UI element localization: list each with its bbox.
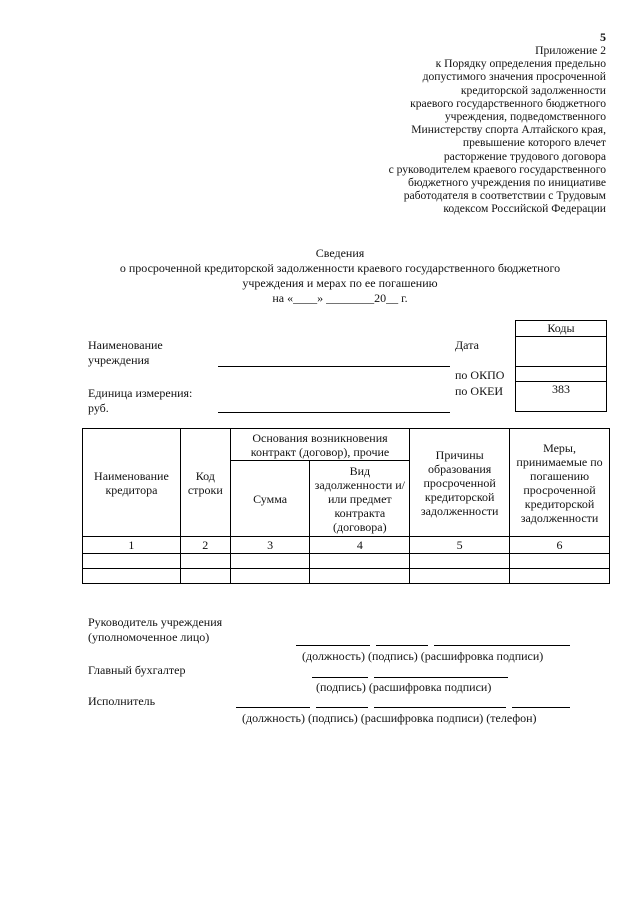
- col-reasons-header: Причины образования просроченной кредиторской задолженности: [410, 429, 510, 537]
- col-type-header: Вид задолженности и/или предмет контракта (договора): [310, 461, 410, 537]
- appendix-line: расторжение трудового договора: [443, 149, 606, 163]
- col-number: 3: [230, 537, 310, 554]
- date-code-cell[interactable]: [516, 337, 607, 367]
- appendix-line: кредиторской задолженности: [460, 83, 606, 97]
- executor-position-field[interactable]: [236, 707, 310, 708]
- accountant-label: Главный бухгалтер: [88, 663, 186, 677]
- executor-signature-field[interactable]: [316, 707, 368, 708]
- col-grounds-header: Основания возникновения контракт (договор), прочие: [230, 429, 410, 461]
- appendix-line: бюджетного учреждения по инициативе: [408, 176, 606, 190]
- executor-phone-field[interactable]: [512, 707, 570, 708]
- table-cell[interactable]: [510, 569, 610, 584]
- table-cell[interactable]: [310, 569, 410, 584]
- okpo-label: по ОКПО: [455, 368, 505, 382]
- table-cell[interactable]: [83, 554, 181, 569]
- accountant-signature-field[interactable]: [312, 677, 368, 678]
- unit-label: Единица измерения: руб.: [88, 386, 193, 415]
- okei-label: по ОКЕИ: [455, 384, 504, 398]
- col-number: 5: [410, 537, 510, 554]
- col-creditor-header: Наименование кредитора: [83, 429, 181, 537]
- okpo-code-cell[interactable]: [516, 367, 607, 382]
- appendix-line: Министерству спорта Алтайского края,: [411, 123, 606, 137]
- table-cell[interactable]: [180, 569, 230, 584]
- table-cell[interactable]: [230, 569, 310, 584]
- institution-label: Наименование учреждения: [88, 338, 163, 367]
- title-date-line: на «____» ________20__ г.: [272, 291, 408, 305]
- head-caption: (должность) (подпись) (расшифровка подписи): [302, 649, 544, 663]
- head-signature-field[interactable]: [376, 645, 428, 646]
- appendix-block: [306, 44, 606, 216]
- col-code-header: Код строки: [180, 429, 230, 537]
- table-cell[interactable]: [310, 554, 410, 569]
- appendix-line: краевого государственного бюджетного: [410, 96, 606, 110]
- appendix-line: к Порядку определения предельно: [435, 57, 606, 71]
- institution-name-field[interactable]: [218, 366, 450, 367]
- col-number: 1: [83, 537, 181, 554]
- head-name-field[interactable]: [434, 645, 570, 646]
- document-title: [60, 246, 620, 306]
- title-subtitle-cont: учреждения и мерах по ее погашению: [242, 276, 438, 290]
- appendix-line: кодексом Российской Федерации: [443, 202, 606, 216]
- executor-caption: (должность) (подпись) (расшифровка подписи) (телефон): [242, 711, 537, 725]
- col-number: 6: [510, 537, 610, 554]
- col-number: 4: [310, 537, 410, 554]
- col-sum-header: Сумма: [230, 461, 310, 537]
- col-measures-header: Меры, принимаемые по погашению просроченной кредиторской задолженности: [510, 429, 610, 537]
- table-row: [83, 569, 610, 584]
- codes-header: Коды: [516, 321, 607, 337]
- appendix-line: учреждения, подведомственного: [444, 110, 606, 124]
- table-cell[interactable]: [410, 569, 510, 584]
- accountant-caption: (подпись) (расшифровка подписи): [316, 680, 492, 694]
- okei-code-cell: 383: [516, 382, 607, 412]
- title-subtitle: о просроченной кредиторской задолженности краевого государственного бюджетного: [119, 261, 561, 275]
- date-label: Дата: [455, 338, 479, 352]
- page-number: 5: [600, 30, 606, 44]
- codes-table: [515, 320, 607, 412]
- appendix-line: с руководителем краевого государственного: [388, 162, 606, 176]
- table-cell[interactable]: [180, 554, 230, 569]
- appendix-line: превышение которого влечет: [462, 136, 606, 150]
- table-row: [83, 554, 610, 569]
- appendix-line: работодателя в соответствии с Трудовым: [403, 189, 606, 203]
- executor-label: Исполнитель: [88, 694, 156, 708]
- executor-name-field[interactable]: [374, 707, 506, 708]
- table-cell[interactable]: [410, 554, 510, 569]
- appendix-line: допустимого значения просроченной: [422, 70, 606, 84]
- accountant-name-field[interactable]: [374, 677, 508, 678]
- table-cell[interactable]: [510, 554, 610, 569]
- table-cell[interactable]: [230, 554, 310, 569]
- col-number: 2: [180, 537, 230, 554]
- title-heading: Сведения: [315, 246, 365, 260]
- table-cell[interactable]: [83, 569, 181, 584]
- debt-table: [82, 428, 610, 584]
- appendix-line: Приложение 2: [535, 44, 606, 57]
- head-position-field[interactable]: [296, 645, 370, 646]
- head-label: Руководитель учреждения (уполномоченное лицо): [88, 615, 223, 644]
- unit-field[interactable]: [218, 412, 450, 413]
